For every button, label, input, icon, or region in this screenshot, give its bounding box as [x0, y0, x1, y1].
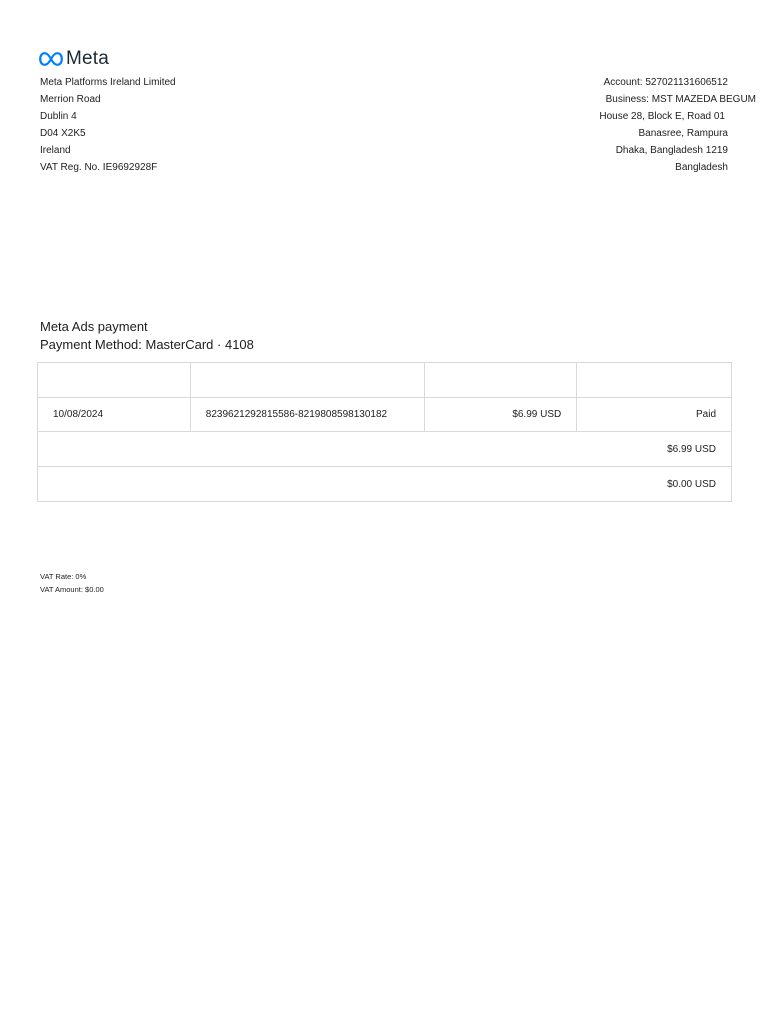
seller-city: Dublin 4	[40, 111, 77, 123]
payment-method: Payment Method: MasterCard · 4108	[40, 337, 254, 352]
balance-amount: $0.00 USD	[38, 467, 732, 502]
transaction-status: Paid	[577, 398, 732, 432]
header-cell	[190, 363, 424, 398]
transaction-amount: $6.99 USD	[424, 398, 577, 432]
vat-amount: VAT Amount: $0.00	[40, 585, 104, 594]
customer-country: Bangladesh	[675, 162, 728, 174]
payment-title: Meta Ads payment	[40, 319, 148, 334]
transactions-table	[37, 362, 732, 502]
transaction-id: 8239621292815586-8219808598130182	[190, 398, 424, 432]
seller-name: Meta Platforms Ireland Limited	[40, 77, 176, 88]
meta-infinity-logo-icon	[39, 52, 63, 66]
seller-vat-reg: VAT Reg. No. IE9692928F	[40, 162, 158, 174]
table-row	[38, 398, 732, 432]
seller-country: Ireland	[40, 145, 71, 157]
header-cell	[38, 363, 191, 398]
table-header-row	[38, 363, 732, 398]
header-cell	[577, 363, 732, 398]
balance-row	[38, 467, 732, 502]
total-row	[38, 432, 732, 467]
transaction-date: 10/08/2024	[38, 398, 191, 432]
customer-area: Banasree, Rampura	[638, 128, 728, 140]
brand-name: Meta	[66, 48, 110, 69]
meta-logo	[39, 49, 109, 69]
vat-rate: VAT Rate: 0%	[40, 572, 87, 581]
vat-summary	[40, 570, 104, 596]
account-number: Account: 527021131606512	[603, 77, 728, 88]
seller-street: Merrion Road	[40, 94, 101, 106]
seller-postcode: D04 X2K5	[40, 128, 86, 140]
customer-address	[599, 74, 756, 177]
business-name: Business: MST MAZEDA BEGUM	[605, 94, 756, 106]
customer-street: House 28, Block E, Road 01	[599, 111, 725, 123]
seller-address	[40, 74, 176, 177]
customer-city: Dhaka, Bangladesh 1219	[615, 145, 728, 157]
total-amount: $6.99 USD	[38, 432, 732, 467]
header-cell	[424, 363, 577, 398]
